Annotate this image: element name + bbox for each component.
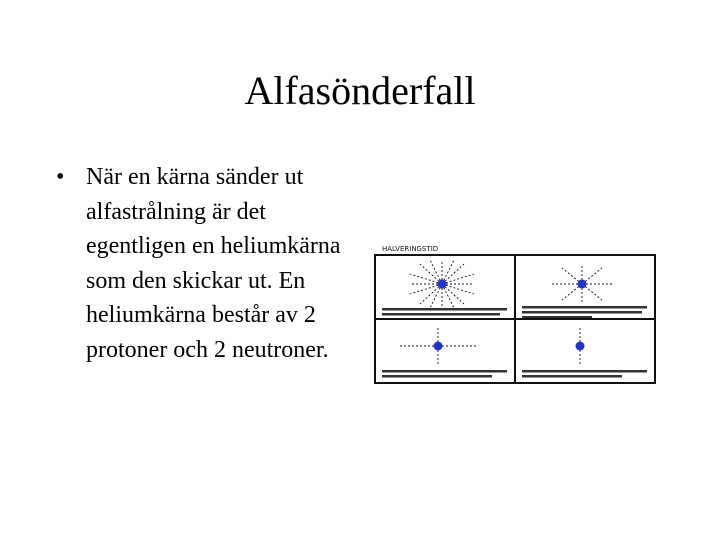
panel-4-caption-line-1	[522, 370, 647, 373]
panel-3-caption-line-1	[382, 370, 507, 373]
panel-4-nucleus	[576, 342, 585, 351]
panel-1-nucleus	[438, 280, 447, 289]
panel-2-caption-line-3	[522, 316, 592, 318]
panel-3-caption-line-2	[382, 375, 492, 378]
panel-2-caption-line-1	[522, 306, 647, 309]
slide-title: Alfasönderfall	[244, 68, 476, 113]
bullet-marker: •	[56, 164, 65, 190]
panel-1-caption-line-1	[382, 308, 507, 311]
panel-2-nucleus	[578, 280, 587, 289]
bullet-text: När en kärna sänder ut alfastrålning är det egentligen en heliumkärna som den skickar ut. En heliumkärna består av 2 protoner och 2 neutroner.	[86, 164, 341, 363]
bullet-item	[56, 160, 356, 367]
half-life-diagram-svg	[370, 240, 660, 388]
panel-2-caption-line-2	[522, 311, 642, 314]
panel-3-nucleus	[434, 342, 443, 351]
half-life-diagram	[370, 240, 660, 388]
diagram-header: HALVERINGSTID	[382, 245, 439, 253]
panel-4-caption-line-2	[522, 375, 622, 378]
panel-1-caption-line-2	[382, 313, 500, 316]
